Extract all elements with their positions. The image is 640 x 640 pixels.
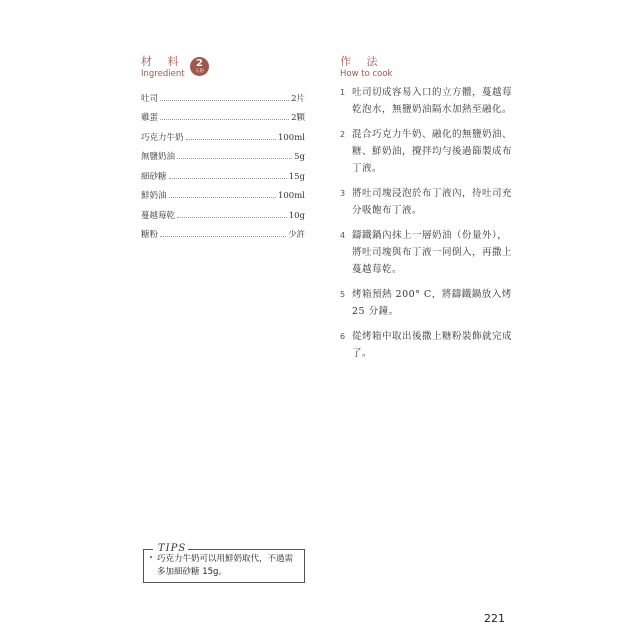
ingredient-subtitle: Ingredient	[141, 69, 185, 79]
dot-leader	[177, 217, 287, 218]
step-text: 吐司切成容易入口的立方體，蔓越莓乾泡水，無鹽奶油隔水加熱至融化。	[352, 87, 513, 115]
servings-unit: 人份	[195, 69, 204, 74]
servings-number: 2	[196, 58, 203, 69]
ingredient-name: 鮮奶油	[141, 191, 167, 201]
ingredient-name: 吐司	[141, 93, 159, 104]
step-text: 將吐司塊浸泡於布丁液內，待吐司充分吸飽布丁液。	[352, 188, 513, 216]
step-number: 3	[340, 189, 346, 198]
method-subtitle: How to cook	[340, 69, 393, 79]
ingredient-quantity: 100ml	[277, 132, 305, 143]
step-text: 鑄鐵鍋內抹上一層奶油（份量外），將吐司塊與布丁液一同倒入，再撒上蔓越莓乾。	[352, 230, 513, 275]
method-step	[340, 126, 515, 177]
dot-leader	[160, 236, 286, 237]
dot-leader	[186, 139, 276, 140]
method-step	[340, 185, 515, 219]
ingredient-quantity: 15g	[288, 171, 305, 182]
step-number: 1	[340, 88, 346, 97]
tips-box	[143, 543, 305, 583]
ingredient-item	[141, 143, 305, 163]
ingredient-item	[141, 123, 305, 143]
ingredient-item	[141, 162, 305, 182]
dot-leader	[160, 100, 289, 101]
tips-border	[187, 549, 305, 550]
ingredient-quantity: 100ml	[277, 191, 305, 201]
method-step	[340, 286, 515, 320]
dot-leader	[177, 158, 292, 159]
ingredient-item	[141, 221, 305, 241]
ingredient-item	[141, 182, 305, 202]
ingredient-quantity: 2片	[291, 93, 305, 104]
ingredient-quantity: 少許	[287, 230, 305, 240]
ingredient-quantity: 10g	[288, 210, 305, 221]
step-text: 烤箱預熱 200° C，將鑄鐵鍋放入烤 25 分鐘。	[352, 289, 512, 317]
tips-text: 巧克力牛奶可以用鮮奶取代，不過需多加細砂糖 15g。	[157, 554, 294, 577]
ingredient-item	[141, 104, 305, 124]
tips-border	[143, 549, 153, 550]
step-text: 混合巧克力牛奶、融化的無鹽奶油、糖、鮮奶油，攪拌均勻後過篩製成布丁液。	[352, 129, 513, 174]
bullet-icon: •	[149, 554, 154, 562]
method-title: 作 法	[340, 55, 384, 68]
ingredient-name: 糖粉	[141, 230, 159, 240]
dot-leader	[169, 178, 287, 179]
method-step	[340, 84, 515, 118]
step-number: 2	[340, 130, 346, 139]
step-text: 從烤箱中取出後撒上糖粉裝飾就完成了。	[352, 331, 513, 359]
ingredient-header	[141, 55, 185, 80]
method-step	[340, 227, 515, 278]
ingredient-name: 巧克力牛奶	[141, 132, 184, 143]
ingredient-item	[141, 201, 305, 221]
ingredient-name: 細砂糖	[141, 171, 167, 182]
dot-leader	[169, 197, 276, 198]
ingredient-list	[141, 84, 305, 240]
method-steps	[340, 84, 515, 370]
dot-leader	[160, 119, 289, 120]
method-step	[340, 328, 515, 362]
ingredient-name: 蔓越莓乾	[141, 210, 176, 221]
ingredient-quantity: 5g	[294, 152, 305, 162]
ingredient-item	[141, 84, 305, 104]
page-number: 221	[484, 612, 505, 625]
tips-label: TIPS	[158, 543, 187, 554]
ingredient-quantity: 2顆	[291, 113, 305, 123]
servings-badge	[190, 57, 209, 76]
step-number: 4	[340, 231, 346, 240]
step-number: 5	[340, 290, 346, 299]
step-number: 6	[340, 332, 346, 341]
method-header	[340, 55, 392, 80]
ingredient-name: 雞蛋	[141, 113, 159, 123]
ingredient-title: 材 料	[141, 55, 185, 68]
ingredient-name: 無鹽奶油	[141, 152, 176, 162]
